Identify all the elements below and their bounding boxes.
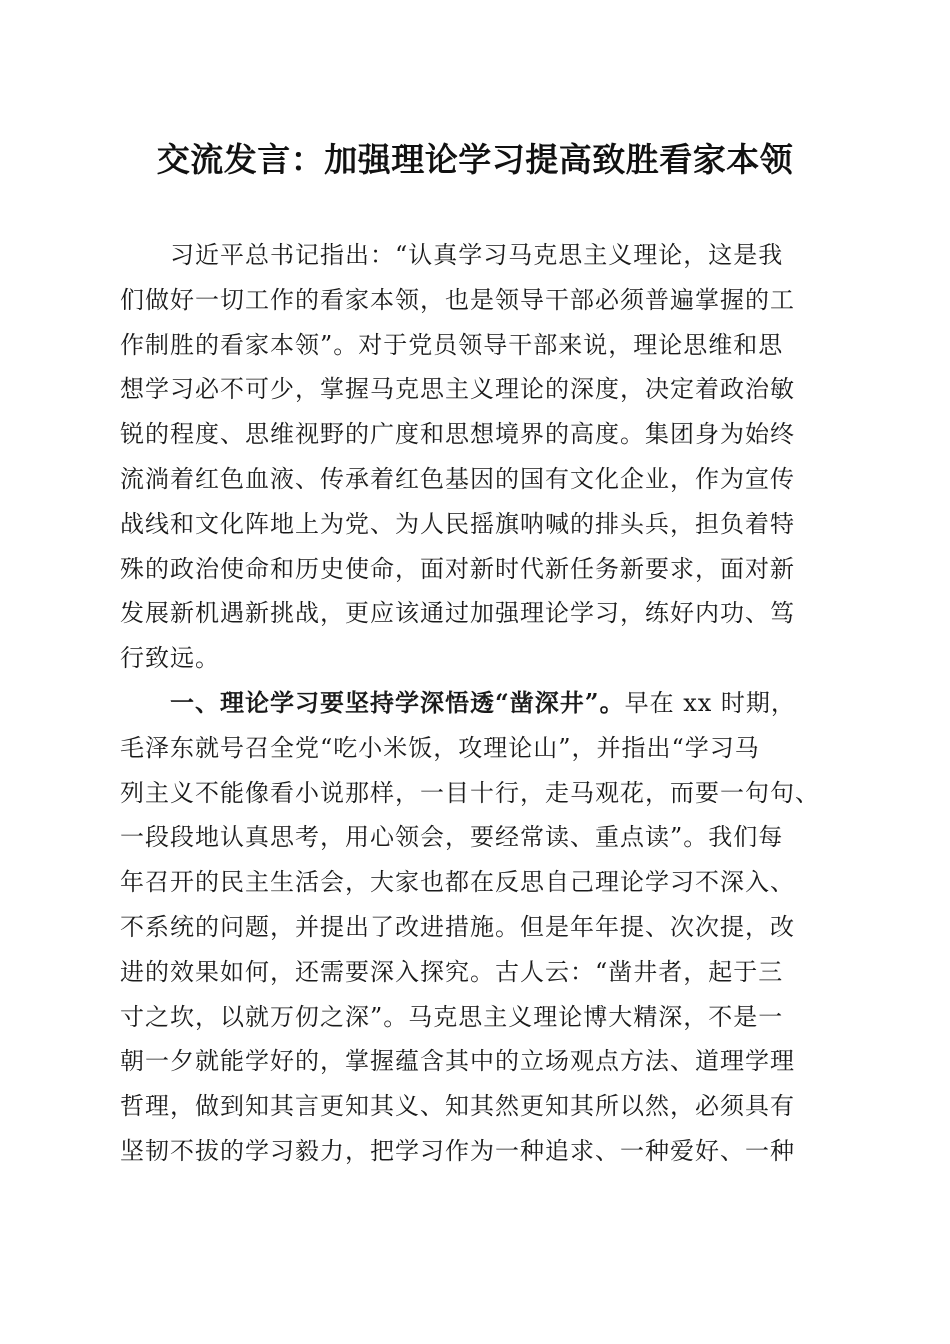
paragraph-line: 行致远。 xyxy=(120,644,220,673)
paragraph-line: 发展新机遇新挑战，更应该通过加强理论学习，练好内功、笃 xyxy=(120,599,795,628)
section-heading: 一、理论学习要坚持学深悟透“凿深井”。 xyxy=(170,687,625,717)
paragraph-line: 习近平总书记指出：“认真学习马克思主义理论，这是我 xyxy=(170,241,784,269)
paragraph-line: 进的效果如何，还需要深入探究。古人云：“凿井者，起于三 xyxy=(120,957,784,986)
paragraph-line: 列主义不能像看小说那样，一目十行，走马观花，而要一句句、 xyxy=(120,778,820,807)
paragraph-line: 朝一夕就能学好的，掌握蕴含其中的立场观点方法、道理学理 xyxy=(120,1047,795,1076)
document-title: 交流发言：加强理论学习提高致胜看家本领 xyxy=(156,140,794,179)
paragraph-line: 寸之坎，以就万仞之深”。马克思主义理论博大精深，不是一 xyxy=(120,1002,784,1031)
paragraph-line: 想学习必不可少，掌握马克思主义理论的深度，决定着政治敏 xyxy=(120,375,795,404)
paragraph-line: 毛泽东就号召全党“吃小米饭，攻理论山”，并指出“学习马 xyxy=(120,733,760,762)
paragraph-line: 流淌着红色血液、传承着红色基因的国有文化企业，作为宣传 xyxy=(120,464,795,493)
paragraph-line: 战线和文化阵地上为党、为人民摇旗呐喊的排头兵，担负着特 xyxy=(120,509,795,538)
paragraph-line: 锐的程度、思维视野的广度和思想境界的高度。集团身为始终 xyxy=(120,420,795,449)
paragraph-line: 一段段地认真思考，用心领会，要经常读、重点读”。我们每 xyxy=(120,823,784,852)
paragraph-line: 年召开的民主生活会，大家也都在反思自己理论学习不深入、 xyxy=(120,868,795,897)
paragraph-line: 殊的政治使命和历史使命，面对新时代新任务新要求，面对新 xyxy=(120,554,795,583)
section-heading-line xyxy=(120,681,820,726)
document-body xyxy=(120,233,820,1174)
paragraph-line: 们做好一切工作的看家本领，也是领导干部必须普遍掌握的工 xyxy=(120,285,795,314)
section-heading-rest: 早在 xx 时期， xyxy=(624,688,796,717)
paragraph-line: 坚韧不拔的学习毅力，把学习作为一种追求、一种爱好、一种 xyxy=(120,1136,795,1165)
paragraph-line: 哲理，做到知其言更知其义、知其然更知其所以然，必须具有 xyxy=(120,1092,795,1121)
paragraph-line: 不系统的问题，并提出了改进措施。但是年年提、次次提，改 xyxy=(120,912,795,941)
paragraph-line: 作制胜的看家本领”。对于党员领导干部来说，理论思维和思 xyxy=(120,330,784,359)
